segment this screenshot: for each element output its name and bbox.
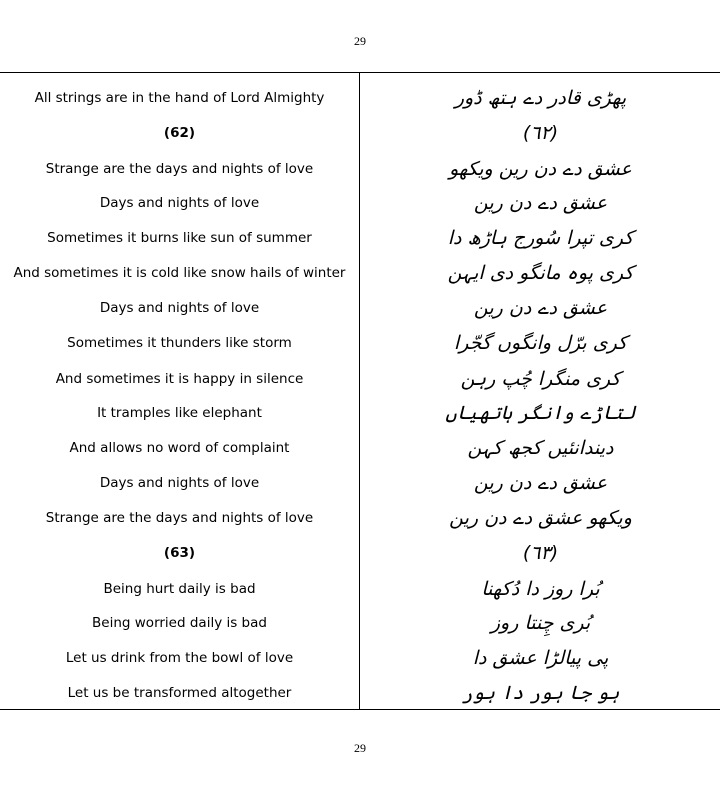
punjabi-line: ویکھو عشق دے دن رین [449,506,632,529]
table-row [0,255,720,290]
punjabi-line: بُرا روز دا دُکھنا [481,577,600,600]
table-row [0,395,720,430]
table-row [0,535,720,570]
english-line: Let us drink from the bowl of love [65,649,294,666]
table-row [0,500,720,535]
english-line: Being hurt daily is bad [103,580,256,597]
english-line: Days and nights of love [99,299,260,316]
table-row [0,151,720,186]
table-row [0,325,720,360]
punjabi-line: کری منگرا چُپ رہن [460,367,621,390]
table-row [0,430,720,465]
table-row [0,571,720,606]
english-line: All strings are in the hand of Lord Almighty [34,89,325,106]
translation-table [0,72,720,710]
punjabi-line: بُری چِنتا روز [490,611,591,634]
page-number-bottom: 29 [354,741,366,755]
table-row [0,290,720,325]
table-row [0,605,720,640]
punjabi-line: پھڑی قادر دے ہتھ ڈور [454,86,627,109]
table-row [0,361,720,396]
punjabi-line: کری تپرا سُورج ہاڑھ دا [447,226,634,249]
punjabi-line: پی پیالڑا عشق دا [472,646,609,669]
punjabi-line: عشق دے دن رین [473,191,608,214]
english-line: Let us be transformed altogether [67,684,292,701]
english-line: It tramples like elephant [97,404,262,421]
english-line: Sometimes it thunders like storm [67,334,292,351]
english-line: Sometimes it burns like sun of summer [47,229,312,246]
english-line: Being worried daily is bad [92,614,267,631]
punjabi-line: دیندانئیں کجھ کہن [467,436,614,459]
table-row [0,640,720,675]
punjabi-line: عشق دے دن رین [473,471,608,494]
page-number-top: 29 [354,34,366,48]
english-line: And sometimes it is happy in silence [55,370,304,387]
table-row [0,465,720,500]
table-row [0,185,720,220]
punjabi-line: عشق دے دن رین [473,296,608,319]
english-line: Days and nights of love [99,194,260,211]
punjabi-line: کری برّل وانگوں گجّرا [453,331,628,354]
punjabi-line: کری پوہ مانگو دی ایہن [447,261,634,284]
verse-number-punjabi: (٦٢) [522,121,559,144]
table-row [0,675,720,710]
verse-number-english: (63) [163,544,196,561]
english-line: Strange are the days and nights of love [45,160,314,177]
english-line: And sometimes it is cold like snow hails of winter [13,264,346,281]
verse-number-english: (62) [163,124,196,141]
table-row [0,220,720,255]
english-line: And allows no word of complaint [69,439,290,456]
english-line: Strange are the days and nights of love [45,509,314,526]
english-line: Days and nights of love [99,474,260,491]
punjabi-line: لتاڑے وانگر ہاتھیاں [445,401,636,424]
punjabi-line: عشق دے دن رین ویکھو [449,157,632,180]
verse-number-punjabi: (٦٣) [522,541,559,564]
table-row [0,80,720,115]
punjabi-line: ہو جا ہور دا ہور [461,681,620,704]
table-row [0,115,720,150]
